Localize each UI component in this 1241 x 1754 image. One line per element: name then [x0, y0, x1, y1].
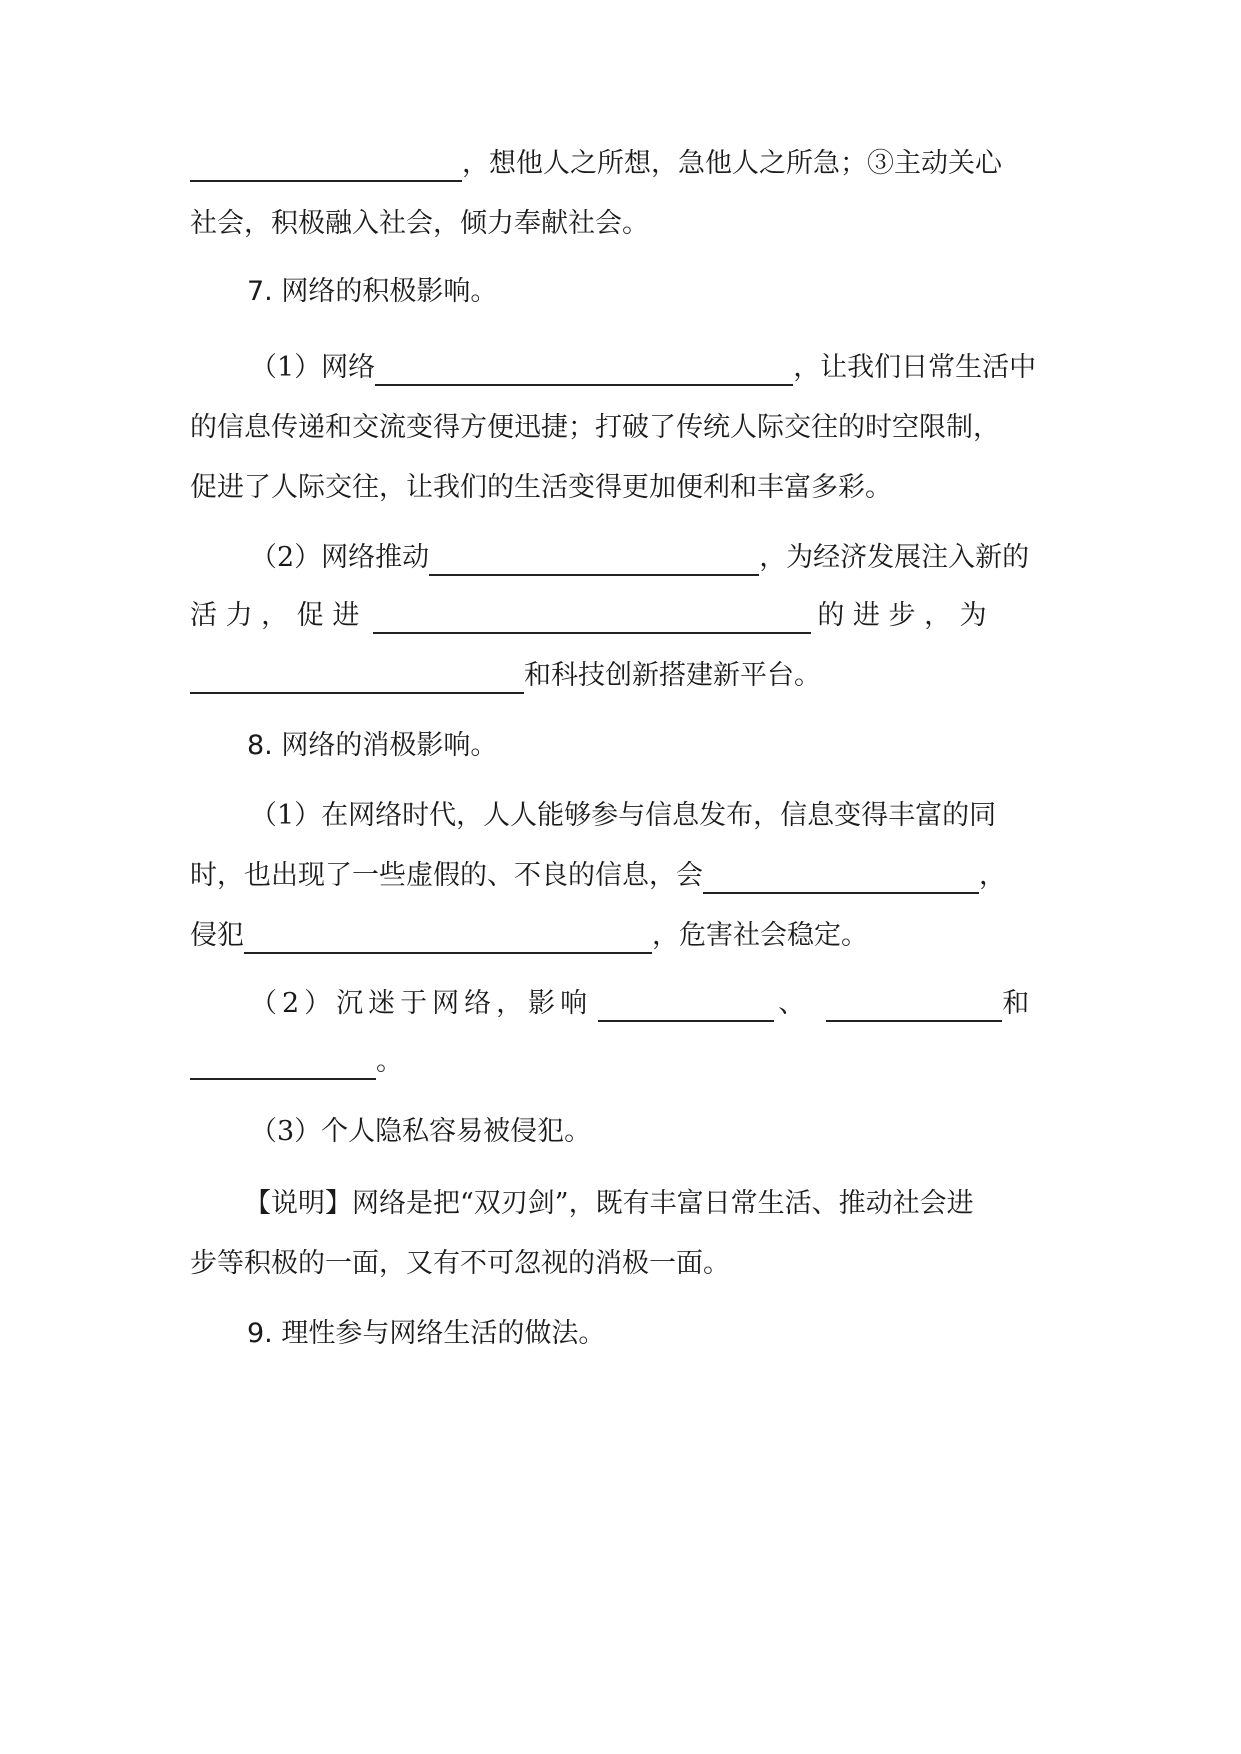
answer-blank [703, 862, 979, 894]
answer-blank [826, 990, 1002, 1022]
text-line [190, 1044, 403, 1080]
answer-blank [429, 544, 759, 576]
section-heading-8: 8. 网络的消极影响。 [247, 730, 498, 761]
text-span: 、 [778, 988, 811, 1019]
text-line [190, 858, 1006, 894]
text-span: 。 [376, 1046, 403, 1077]
text-line: （3）个人隐私容易被侵犯。 [250, 1116, 592, 1147]
answer-blank [190, 150, 462, 182]
answer-blank [598, 990, 774, 1022]
text-span: 的 进 步 ， 为 [817, 600, 987, 631]
text-line: 的信息传递和交流变得方便迅捷；打破了传统人际交往的时空限制， [190, 412, 1000, 443]
section-heading-7: 7. 网络的积极影响。 [247, 276, 498, 307]
text-span: 侵犯 [190, 920, 244, 951]
answer-blank [190, 1048, 376, 1080]
section-heading-9: 9. 理性参与网络生活的做法。 [247, 1318, 606, 1349]
text-span: 和 [1002, 988, 1035, 1019]
text-span: ，为经济发展注入新的 [759, 542, 1030, 573]
text-line: 促进了人际交往，让我们的生活变得更加便利和丰富多彩。 [190, 472, 892, 503]
text-span: （2）沉迷于网络，影响 [250, 988, 593, 1019]
text-span: ， [979, 860, 1006, 891]
text-line [250, 540, 1029, 576]
text-span: ，让我们日常生活中 [793, 352, 1037, 383]
text-line: 社会，积极融入社会，倾力奉献社会。 [190, 208, 649, 239]
note-line: 步等积极的一面，又有不可忽视的消极一面。 [190, 1248, 730, 1279]
text-line [190, 598, 987, 634]
text-line [190, 146, 1002, 182]
answer-blank [190, 662, 524, 694]
text-span: 和科技创新搭建新平台。 [524, 660, 821, 691]
text-span: ，想他人之所想，急他人之所急；③主动关心 [462, 148, 1002, 179]
answer-blank [373, 602, 811, 634]
text-span: 时，也出现了一些虚假的、不良的信息，会 [190, 860, 703, 891]
text-line [190, 918, 868, 954]
text-span: 活 力 ， 促 进 [190, 600, 360, 631]
text-line: （1）在网络时代，人人能够参与信息发布，信息变得丰富的同 [250, 800, 997, 831]
answer-blank [375, 354, 793, 386]
text-span: （1）网络 [250, 352, 376, 383]
text-span: （2）网络推动 [250, 542, 430, 573]
text-line [250, 986, 1034, 1022]
text-span: ，危害社会稳定。 [652, 920, 868, 951]
text-line [190, 658, 821, 694]
note-line: 【说明】网络是把“双刃剑”，既有丰富日常生活、推动社会进 [244, 1188, 974, 1219]
text-line [250, 350, 1036, 386]
answer-blank [244, 922, 652, 954]
